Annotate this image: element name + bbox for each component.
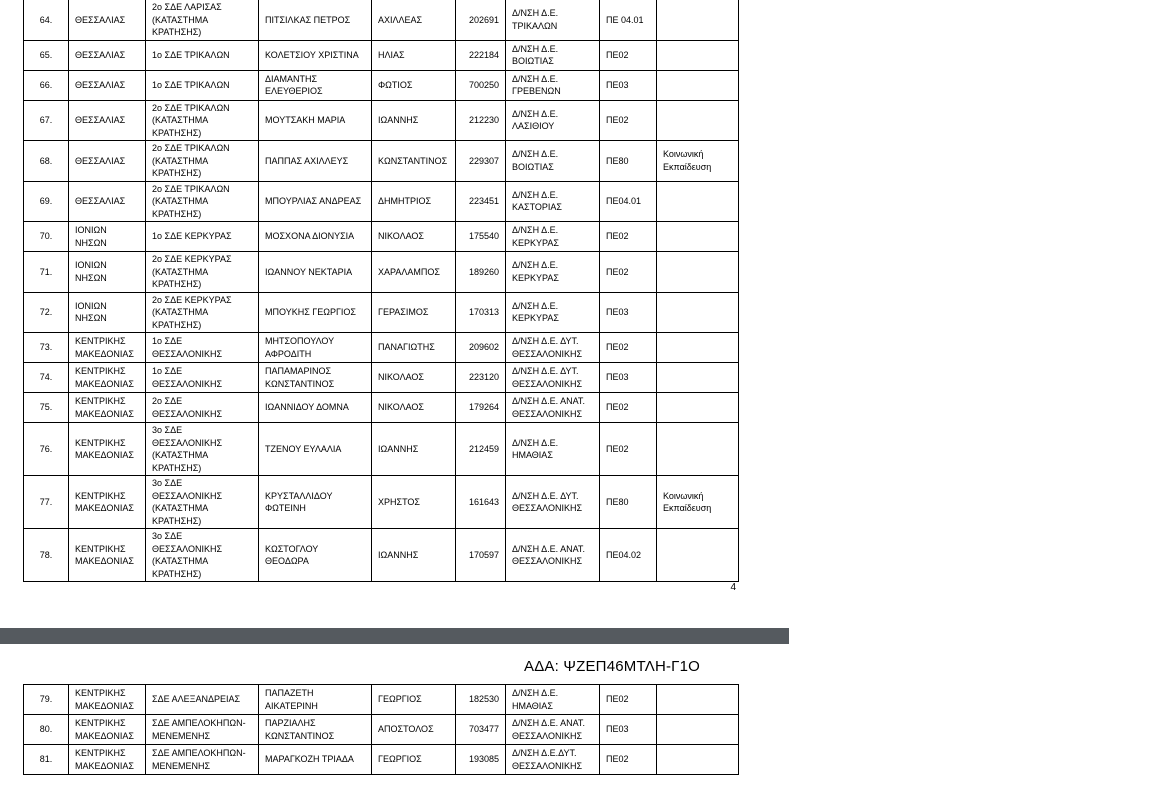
- teacher-name-cell: ΜΠΟΥΚΗΣ ΓΕΩΡΓΙΟΣ: [259, 292, 372, 333]
- directorate-cell: Δ/ΝΣΗ Δ.Ε. ΑΝΑΤ. ΘΕΣΣΑΛΟΝΙΚΗΣ: [506, 715, 600, 745]
- registry-code-cell: 170313: [456, 292, 506, 333]
- note-cell: [657, 745, 739, 775]
- directorate-cell: Δ/ΝΣΗ Δ.Ε. ΑΝΑΤ. ΘΕΣΣΑΛΟΝΙΚΗΣ: [506, 529, 600, 582]
- school-cell: ΣΔΕ ΑΜΠΕΛΟΚΗΠΩΝ- ΜΕΝΕΜΕΝΗΣ: [146, 715, 259, 745]
- registry-code-cell: 189260: [456, 252, 506, 293]
- region-cell: ΘΕΣΣΑΛΙΑΣ: [69, 40, 146, 70]
- note-cell: Κοινωνική Εκπαίδευση: [657, 141, 739, 182]
- school-cell: ΣΔΕ ΑΜΠΕΛΟΚΗΠΩΝ- ΜΕΝΕΜΕΝΗΣ: [146, 745, 259, 775]
- directorate-cell: Δ/ΝΣΗ Δ.Ε. ΤΡΙΚΑΛΩΝ: [506, 0, 600, 40]
- specialty-cell: ΠΕ 04.01: [600, 0, 657, 40]
- registry-code-cell: 212230: [456, 100, 506, 141]
- region-cell: ΚΕΝΤΡΙΚΗΣ ΜΑΚΕΔΟΝΙΑΣ: [69, 529, 146, 582]
- specialty-cell: ΠΕ02: [600, 685, 657, 715]
- father-name-cell: ΓΕΩΡΓΙΟΣ: [372, 745, 456, 775]
- father-name-cell: ΔΗΜΗΤΡΙΟΣ: [372, 181, 456, 222]
- specialty-cell: ΠΕ04.02: [600, 529, 657, 582]
- note-cell: [657, 685, 739, 715]
- registry-code-cell: 703477: [456, 715, 506, 745]
- registry-code-cell: 229307: [456, 141, 506, 182]
- school-cell: 3ο ΣΔΕ ΘΕΣΣΑΛΟΝΙΚΗΣ (ΚΑΤΑΣΤΗΜΑ ΚΡΑΤΗΣΗΣ): [146, 476, 259, 529]
- note-cell: [657, 292, 739, 333]
- table-row: [24, 40, 739, 70]
- row-number: 77.: [24, 476, 69, 529]
- school-cell: 2ο ΣΔΕ ΤΡΙΚΑΛΩΝ (ΚΑΤΑΣΤΗΜΑ ΚΡΑΤΗΣΗΣ): [146, 141, 259, 182]
- row-number: 64.: [24, 0, 69, 40]
- table-row: [24, 745, 739, 775]
- specialty-cell: ΠΕ03: [600, 715, 657, 745]
- table-row: [24, 333, 739, 363]
- row-number: 69.: [24, 181, 69, 222]
- table-row: [24, 141, 739, 182]
- teacher-name-cell: ΠΑΠΑΜΑΡΙΝΟΣ ΚΩΝΣΤΑΝΤΙΝΟΣ: [259, 363, 372, 393]
- table-row: [24, 0, 739, 40]
- note-cell: [657, 715, 739, 745]
- table-row: [24, 476, 739, 529]
- father-name-cell: ΠΑΝΑΓΙΩΤΗΣ: [372, 333, 456, 363]
- father-name-cell: ΙΩΑΝΝΗΣ: [372, 529, 456, 582]
- teacher-name-cell: ΚΟΛΕΤΣΙΟΥ ΧΡΙΣΤΙΝΑ: [259, 40, 372, 70]
- school-cell: 1ο ΣΔΕ ΘΕΣΣΑΛΟΝΙΚΗΣ: [146, 333, 259, 363]
- school-cell: 2ο ΣΔΕ ΚΕΡΚΥΡΑΣ (ΚΑΤΑΣΤΗΜΑ ΚΡΑΤΗΣΗΣ): [146, 292, 259, 333]
- region-cell: ΙΟΝΙΩΝ ΝΗΣΩΝ: [69, 252, 146, 293]
- table-row: [24, 222, 739, 252]
- father-name-cell: ΓΕΩΡΓΙΟΣ: [372, 685, 456, 715]
- registry-code-cell: 161643: [456, 476, 506, 529]
- directorate-cell: Δ/ΝΣΗ Δ.Ε. ΚΕΡΚΥΡΑΣ: [506, 222, 600, 252]
- directorate-cell: Δ/ΝΣΗ Δ.Ε. ΗΜΑΘΙΑΣ: [506, 423, 600, 476]
- specialty-cell: ΠΕ80: [600, 476, 657, 529]
- page-separator: [0, 628, 789, 644]
- row-number: 79.: [24, 685, 69, 715]
- father-name-cell: ΓΕΡΑΣΙΜΟΣ: [372, 292, 456, 333]
- teacher-name-cell: ΜΗΤΣΟΠΟΥΛΟΥ ΑΦΡΟΔΙΤΗ: [259, 333, 372, 363]
- region-cell: ΙΟΝΙΩΝ ΝΗΣΩΝ: [69, 292, 146, 333]
- directorate-cell: Δ/ΝΣΗ Δ.Ε. ΔΥΤ. ΘΕΣΣΑΛΟΝΙΚΗΣ: [506, 333, 600, 363]
- row-number: 65.: [24, 40, 69, 70]
- specialty-cell: ΠΕ02: [600, 252, 657, 293]
- specialty-cell: ΠΕ03: [600, 292, 657, 333]
- registry-code-cell: 193085: [456, 745, 506, 775]
- row-number: 73.: [24, 333, 69, 363]
- document-page-bottom: [0, 644, 789, 796]
- row-number: 67.: [24, 100, 69, 141]
- registry-code-cell: 223120: [456, 363, 506, 393]
- specialty-cell: ΠΕ02: [600, 333, 657, 363]
- father-name-cell: ΑΠΟΣΤΟΛΟΣ: [372, 715, 456, 745]
- directorate-cell: Δ/ΝΣΗ Δ.Ε. ΒΟΙΩΤΙΑΣ: [506, 141, 600, 182]
- father-name-cell: ΙΩΑΝΝΗΣ: [372, 423, 456, 476]
- teacher-name-cell: ΜΠΟΥΡΛΙΑΣ ΑΝΔΡΕΑΣ: [259, 181, 372, 222]
- registry-code-cell: 223451: [456, 181, 506, 222]
- registry-code-cell: 175540: [456, 222, 506, 252]
- ada-code: ΑΔΑ: ΨΖΕΠ46ΜΤΛΗ-Γ1Ο: [524, 658, 701, 675]
- row-number: 75.: [24, 393, 69, 423]
- school-cell: 1ο ΣΔΕ ΘΕΣΣΑΛΟΝΙΚΗΣ: [146, 363, 259, 393]
- teacher-name-cell: ΠΑΠΠΑΣ ΑΧΙΛΛΕΥΣ: [259, 141, 372, 182]
- table-row: [24, 292, 739, 333]
- table-row: [24, 252, 739, 293]
- specialty-cell: ΠΕ02: [600, 100, 657, 141]
- school-cell: 1ο ΣΔΕ ΤΡΙΚΑΛΩΝ: [146, 40, 259, 70]
- teacher-name-cell: ΚΡΥΣΤΑΛΛΙΔΟΥ ΦΩΤΕΙΝΗ: [259, 476, 372, 529]
- father-name-cell: ΚΩΝΣΤΑΝΤΙΝΟΣ: [372, 141, 456, 182]
- note-cell: [657, 393, 739, 423]
- table-row: [24, 685, 739, 715]
- table-row: [24, 529, 739, 582]
- note-cell: [657, 40, 739, 70]
- directorate-cell: Δ/ΝΣΗ Δ.Ε. ΛΑΣΙΘΙΟΥ: [506, 100, 600, 141]
- region-cell: ΚΕΝΤΡΙΚΗΣ ΜΑΚΕΔΟΝΙΑΣ: [69, 393, 146, 423]
- teacher-name-cell: ΚΩΣΤΟΓΛΟΥ ΘΕΟΔΩΡΑ: [259, 529, 372, 582]
- note-cell: [657, 333, 739, 363]
- note-cell: [657, 222, 739, 252]
- registry-code-cell: 209602: [456, 333, 506, 363]
- specialty-cell: ΠΕ02: [600, 222, 657, 252]
- directorate-cell: Δ/ΝΣΗ Δ.Ε. ΑΝΑΤ. ΘΕΣΣΑΛΟΝΙΚΗΣ: [506, 393, 600, 423]
- school-cell: ΣΔΕ ΑΛΕΞΑΝΔΡΕΙΑΣ: [146, 685, 259, 715]
- specialty-cell: ΠΕ02: [600, 423, 657, 476]
- directorate-cell: Δ/ΝΣΗ Δ.Ε. ΔΥΤ. ΘΕΣΣΑΛΟΝΙΚΗΣ: [506, 476, 600, 529]
- teacher-name-cell: ΠΑΡΖΙΑΛΗΣ ΚΩΝΣΤΑΝΤΙΝΟΣ: [259, 715, 372, 745]
- table-row: [24, 393, 739, 423]
- region-cell: ΘΕΣΣΑΛΙΑΣ: [69, 70, 146, 100]
- teacher-name-cell: ΜΟΣΧΟΝΑ ΔΙΟΝΥΣΙΑ: [259, 222, 372, 252]
- father-name-cell: ΧΑΡΑΛΑΜΠΟΣ: [372, 252, 456, 293]
- directorate-cell: Δ/ΝΣΗ Δ.Ε. ΔΥΤ. ΘΕΣΣΑΛΟΝΙΚΗΣ: [506, 363, 600, 393]
- directorate-cell: Δ/ΝΣΗ Δ.Ε. ΚΑΣΤΟΡΙΑΣ: [506, 181, 600, 222]
- teacher-table-bottom: [23, 684, 739, 775]
- note-cell: [657, 181, 739, 222]
- registry-code-cell: 212459: [456, 423, 506, 476]
- school-cell: 3ο ΣΔΕ ΘΕΣΣΑΛΟΝΙΚΗΣ (ΚΑΤΑΣΤΗΜΑ ΚΡΑΤΗΣΗΣ): [146, 529, 259, 582]
- row-number: 68.: [24, 141, 69, 182]
- region-cell: ΘΕΣΣΑΛΙΑΣ: [69, 141, 146, 182]
- note-cell: [657, 423, 739, 476]
- teacher-name-cell: ΤΖΕΝΟΥ ΕΥΛΑΛΙΑ: [259, 423, 372, 476]
- registry-code-cell: 700250: [456, 70, 506, 100]
- note-cell: [657, 252, 739, 293]
- page-number: 4: [730, 582, 736, 593]
- table-row: [24, 181, 739, 222]
- teacher-name-cell: ΜΟΥΤΣΑΚΗ ΜΑΡΙΑ: [259, 100, 372, 141]
- directorate-cell: Δ/ΝΣΗ Δ.Ε. ΚΕΡΚΥΡΑΣ: [506, 252, 600, 293]
- directorate-cell: Δ/ΝΣΗ Δ.Ε. ΚΕΡΚΥΡΑΣ: [506, 292, 600, 333]
- row-number: 66.: [24, 70, 69, 100]
- school-cell: 2ο ΣΔΕ ΤΡΙΚΑΛΩΝ (ΚΑΤΑΣΤΗΜΑ ΚΡΑΤΗΣΗΣ): [146, 100, 259, 141]
- teacher-name-cell: ΙΩΑΝΝΙΔΟΥ ΔΟΜΝΑ: [259, 393, 372, 423]
- table-row: [24, 715, 739, 745]
- row-number: 72.: [24, 292, 69, 333]
- region-cell: ΚΕΝΤΡΙΚΗΣ ΜΑΚΕΔΟΝΙΑΣ: [69, 476, 146, 529]
- note-cell: [657, 529, 739, 582]
- teacher-name-cell: ΙΩΑΝΝΟΥ ΝΕΚΤΑΡΙΑ: [259, 252, 372, 293]
- table-row: [24, 100, 739, 141]
- registry-code-cell: 222184: [456, 40, 506, 70]
- school-cell: 2ο ΣΔΕ ΘΕΣΣΑΛΟΝΙΚΗΣ: [146, 393, 259, 423]
- region-cell: ΘΕΣΣΑΛΙΑΣ: [69, 181, 146, 222]
- specialty-cell: ΠΕ02: [600, 393, 657, 423]
- father-name-cell: ΝΙΚΟΛΑΟΣ: [372, 222, 456, 252]
- specialty-cell: ΠΕ80: [600, 141, 657, 182]
- school-cell: 1ο ΣΔΕ ΚΕΡΚΥΡΑΣ: [146, 222, 259, 252]
- row-number: 74.: [24, 363, 69, 393]
- region-cell: ΙΟΝΙΩΝ ΝΗΣΩΝ: [69, 222, 146, 252]
- registry-code-cell: 179264: [456, 393, 506, 423]
- father-name-cell: ΑΧΙΛΛΕΑΣ: [372, 0, 456, 40]
- directorate-cell: Δ/ΝΣΗ Δ.Ε.ΔΥΤ. ΘΕΣΣΑΛΟΝΙΚΗΣ: [506, 745, 600, 775]
- table-row: [24, 423, 739, 476]
- note-cell: Κοινωνική Εκπαίδευση: [657, 476, 739, 529]
- directorate-cell: Δ/ΝΣΗ Δ.Ε. ΗΜΑΘΙΑΣ: [506, 685, 600, 715]
- specialty-cell: ΠΕ02: [600, 40, 657, 70]
- note-cell: [657, 100, 739, 141]
- directorate-cell: Δ/ΝΣΗ Δ.Ε. ΓΡΕΒΕΝΩΝ: [506, 70, 600, 100]
- note-cell: [657, 0, 739, 40]
- region-cell: ΚΕΝΤΡΙΚΗΣ ΜΑΚΕΔΟΝΙΑΣ: [69, 685, 146, 715]
- region-cell: ΚΕΝΤΡΙΚΗΣ ΜΑΚΕΔΟΝΙΑΣ: [69, 363, 146, 393]
- father-name-cell: ΗΛΙΑΣ: [372, 40, 456, 70]
- registry-code-cell: 182530: [456, 685, 506, 715]
- father-name-cell: ΝΙΚΟΛΑΟΣ: [372, 393, 456, 423]
- region-cell: ΘΕΣΣΑΛΙΑΣ: [69, 0, 146, 40]
- father-name-cell: ΝΙΚΟΛΑΟΣ: [372, 363, 456, 393]
- row-number: 70.: [24, 222, 69, 252]
- school-cell: 3ο ΣΔΕ ΘΕΣΣΑΛΟΝΙΚΗΣ (ΚΑΤΑΣΤΗΜΑ ΚΡΑΤΗΣΗΣ): [146, 423, 259, 476]
- specialty-cell: ΠΕ03: [600, 363, 657, 393]
- teacher-name-cell: ΜΑΡΑΓΚΟΖΗ ΤΡΙΑΔΑ: [259, 745, 372, 775]
- table-row: [24, 363, 739, 393]
- row-number: 78.: [24, 529, 69, 582]
- school-cell: 2ο ΣΔΕ ΚΕΡΚΥΡΑΣ (ΚΑΤΑΣΤΗΜΑ ΚΡΑΤΗΣΗΣ): [146, 252, 259, 293]
- row-number: 76.: [24, 423, 69, 476]
- row-number: 71.: [24, 252, 69, 293]
- region-cell: ΚΕΝΤΡΙΚΗΣ ΜΑΚΕΔΟΝΙΑΣ: [69, 423, 146, 476]
- specialty-cell: ΠΕ04.01: [600, 181, 657, 222]
- table-row: [24, 70, 739, 100]
- note-cell: [657, 70, 739, 100]
- teacher-name-cell: ΠΙΤΣΙΛΚΑΣ ΠΕΤΡΟΣ: [259, 0, 372, 40]
- region-cell: ΘΕΣΣΑΛΙΑΣ: [69, 100, 146, 141]
- region-cell: ΚΕΝΤΡΙΚΗΣ ΜΑΚΕΔΟΝΙΑΣ: [69, 333, 146, 363]
- region-cell: ΚΕΝΤΡΙΚΗΣ ΜΑΚΕΔΟΝΙΑΣ: [69, 715, 146, 745]
- separator-gap: [789, 628, 1152, 644]
- directorate-cell: Δ/ΝΣΗ Δ.Ε. ΒΟΙΩΤΙΑΣ: [506, 40, 600, 70]
- school-cell: 1ο ΣΔΕ ΤΡΙΚΑΛΩΝ: [146, 70, 259, 100]
- father-name-cell: ΦΩΤΙΟΣ: [372, 70, 456, 100]
- teacher-name-cell: ΠΑΠΑΖΕΤΗ ΑΙΚΑΤΕΡΙΝΗ: [259, 685, 372, 715]
- registry-code-cell: 170597: [456, 529, 506, 582]
- teacher-table-top: [23, 0, 739, 582]
- note-cell: [657, 363, 739, 393]
- specialty-cell: ΠΕ02: [600, 745, 657, 775]
- specialty-cell: ΠΕ03: [600, 70, 657, 100]
- row-number: 80.: [24, 715, 69, 745]
- row-number: 81.: [24, 745, 69, 775]
- teacher-name-cell: ΔΙΑΜΑΝΤΗΣ ΕΛΕΥΘΕΡΙΟΣ: [259, 70, 372, 100]
- father-name-cell: ΧΡΗΣΤΟΣ: [372, 476, 456, 529]
- school-cell: 2ο ΣΔΕ ΛΑΡΙΣΑΣ (ΚΑΤΑΣΤΗΜΑ ΚΡΑΤΗΣΗΣ): [146, 0, 259, 40]
- father-name-cell: ΙΩΑΝΝΗΣ: [372, 100, 456, 141]
- registry-code-cell: 202691: [456, 0, 506, 40]
- school-cell: 2ο ΣΔΕ ΤΡΙΚΑΛΩΝ (ΚΑΤΑΣΤΗΜΑ ΚΡΑΤΗΣΗΣ): [146, 181, 259, 222]
- region-cell: ΚΕΝΤΡΙΚΗΣ ΜΑΚΕΔΟΝΙΑΣ: [69, 745, 146, 775]
